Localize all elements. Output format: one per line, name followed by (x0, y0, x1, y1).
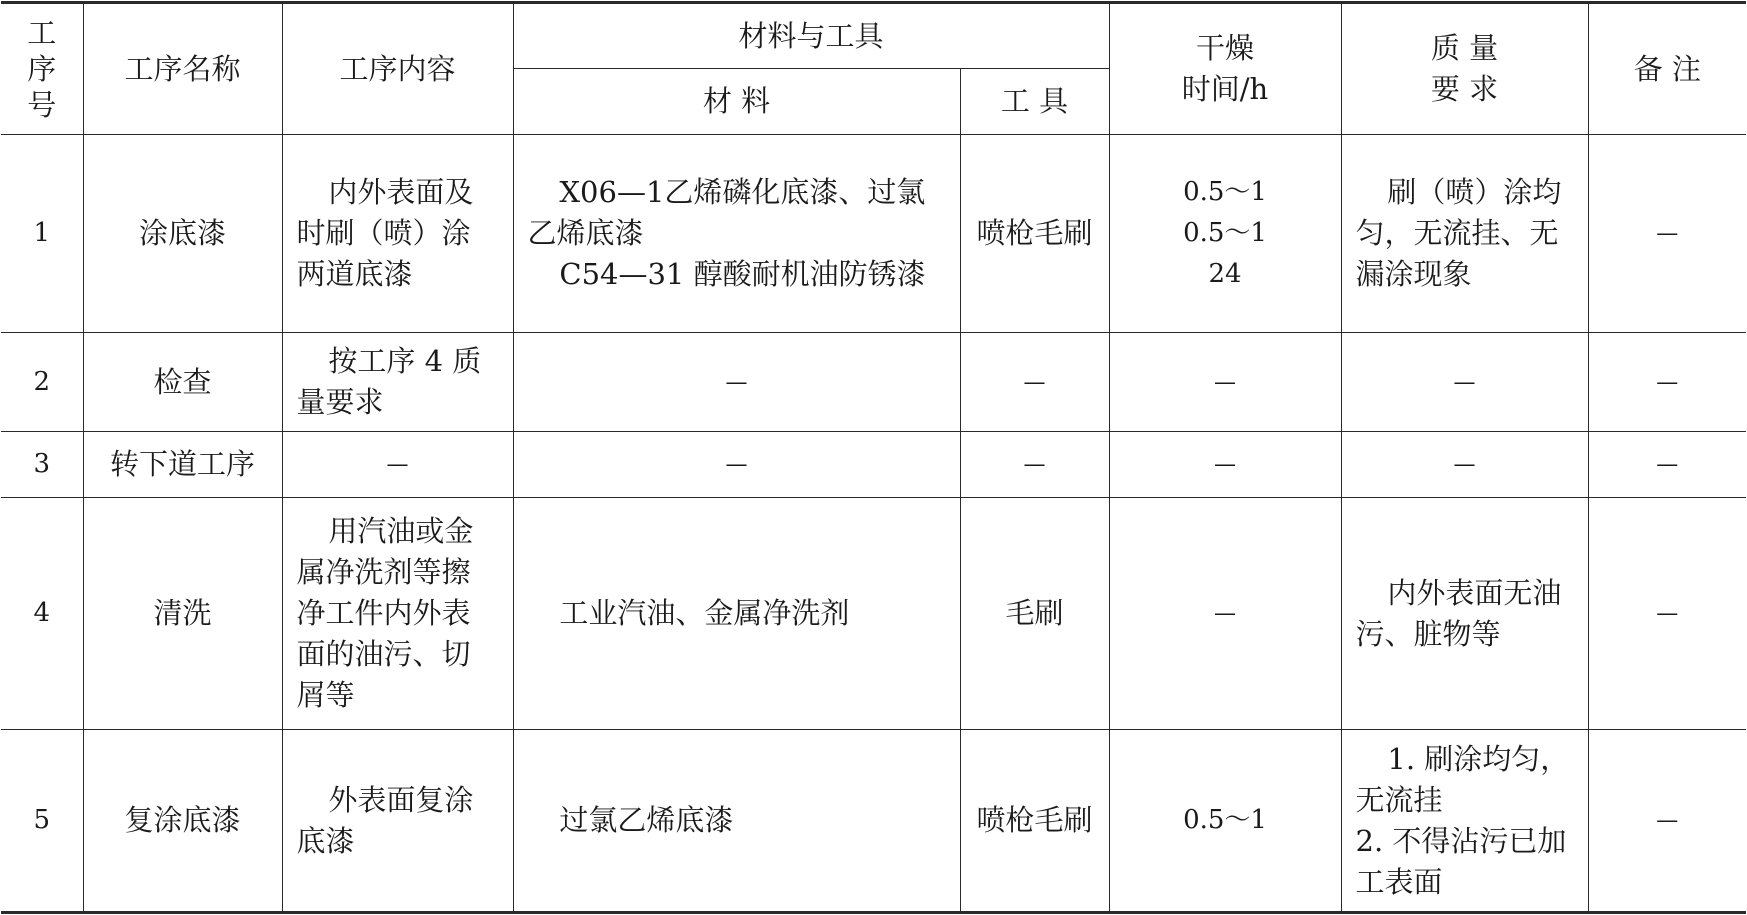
cell-content: — (282, 432, 513, 498)
table-row-4 (1, 498, 1746, 730)
cell-material: — (513, 432, 960, 498)
cell-dry-time: — (1109, 498, 1341, 730)
cell-seq: 4 (1, 498, 83, 730)
header-seq (1, 3, 83, 135)
header-materials-tools: 材料与工具 (513, 3, 1109, 69)
cell-content: 按工序 4 质量要求 (282, 333, 513, 432)
cell-dry-line3: 24 (1208, 259, 1242, 289)
cell-name: 转下道工序 (83, 432, 282, 498)
table-row-1 (1, 135, 1746, 333)
cell-seq: 3 (1, 432, 83, 498)
cell-dry-time: — (1109, 333, 1341, 432)
cell-remark: — (1588, 498, 1746, 730)
header-remark: 备 注 (1588, 3, 1746, 135)
cell-tool: 喷枪毛刷 (960, 135, 1109, 333)
cell-name: 清洗 (83, 498, 282, 730)
cell-quality-line1: 1. 刷涂均匀，无流挂 (1355, 741, 1570, 817)
cell-tool: — (960, 333, 1109, 432)
table-row-2 (1, 333, 1746, 432)
cell-material: 过氯乙烯底漆 (513, 730, 960, 913)
cell-material-line2: C54—31 醇酸耐机油防锈漆 (559, 257, 926, 291)
cell-dry-time: — (1109, 432, 1341, 498)
cell-material-line1: X06—1乙烯磷化底漆、过氯乙烯底漆 (527, 175, 926, 250)
cell-name: 复涂底漆 (83, 730, 282, 913)
cell-content: 内外表面及时刷（喷）涂两道底漆 (282, 135, 513, 333)
cell-remark: — (1588, 730, 1746, 913)
cell-remark: — (1588, 432, 1746, 498)
cell-tool: 喷枪毛刷 (960, 730, 1109, 913)
header-material: 材 料 (513, 69, 960, 135)
cell-material: — (513, 333, 960, 432)
cell-name: 检查 (83, 333, 282, 432)
header-name: 工序名称 (83, 3, 282, 135)
cell-material (513, 135, 960, 333)
header-dry-time-line2: 时间/h (1181, 72, 1269, 106)
header-seq-text: 工序号 (27, 16, 57, 122)
cell-seq: 5 (1, 730, 83, 913)
cell-tool: 毛刷 (960, 498, 1109, 730)
cell-seq: 1 (1, 135, 83, 333)
header-quality-line1: 质 量 (1430, 31, 1499, 65)
cell-material: 工业汽油、金属净洗剂 (513, 498, 960, 730)
cell-dry-line1: 0.5～1 (1183, 177, 1267, 207)
table-row-5 (1, 730, 1746, 913)
cell-tool: — (960, 432, 1109, 498)
cell-content: 外表面复涂底漆 (282, 730, 513, 913)
cell-dry-time (1109, 135, 1341, 333)
cell-seq: 2 (1, 333, 83, 432)
cell-content: 用汽油或金属净洗剂等擦净工件内外表面的油污、切屑等 (282, 498, 513, 730)
cell-quality: — (1341, 333, 1588, 432)
cell-quality: 刷（喷）涂均匀，无流挂、无漏涂现象 (1341, 135, 1588, 333)
header-dry-time-line1: 干燥 (1196, 31, 1255, 65)
cell-name: 涂底漆 (83, 135, 282, 333)
cell-quality-line2: 2. 不得沾污已加工表面 (1355, 823, 1567, 899)
header-content: 工序内容 (282, 3, 513, 135)
cell-dry-line2: 0.5～1 (1183, 218, 1267, 248)
header-quality-line2: 要 求 (1430, 72, 1499, 106)
table-row-3 (1, 432, 1746, 498)
header-dry-time (1109, 3, 1341, 135)
header-quality (1341, 3, 1588, 135)
cell-quality: 内外表面无油污、脏物等 (1341, 498, 1588, 730)
cell-dry-time: 0.5～1 (1109, 730, 1341, 913)
cell-remark: — (1588, 135, 1746, 333)
cell-quality: — (1341, 432, 1588, 498)
process-table (1, 1, 1746, 914)
header-row-1 (1, 3, 1746, 69)
cell-quality (1341, 730, 1588, 913)
cell-remark: — (1588, 333, 1746, 432)
header-tool: 工 具 (960, 69, 1109, 135)
